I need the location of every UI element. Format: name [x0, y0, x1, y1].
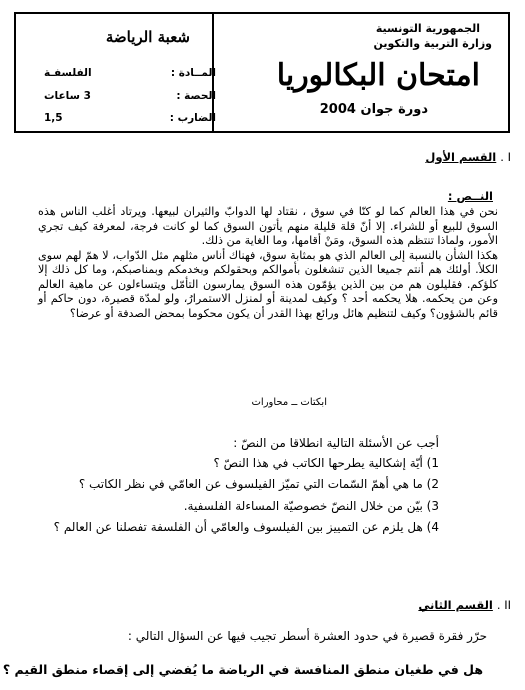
text-paragraph-2: هكذا الشأن بالنسبة إلى العالم الذي هو بمثابة سوق، فهناك أناس مثلهم مثل الدّواب، لا همّ لهم سوى الكلأ. أولئك هم أنتم جميعا الذين تنشغلون بأموالكم وبحقولكم وبخدمكم وبمناصبكم، وما كل ذلك إلا كلؤكم. فقليلون هم من بين الذين يؤمّون هذه السوق يمارسون التأمّل ويتساءلون عن ماهية العالم وعن من يحكمه. هلا يحكمه أحد ؟ وكيف لمدينة أو لمنزل الاستمرارُ، ولو لمدّة قصيرة، دون حاكم أو قائم بالشؤون؟ وكيف لتنظيم هائل ورائع بهذا القدر أن يكون محكوما بمحض الصدفة أو عرضا؟ — [38, 248, 498, 320]
section-1-number: I . — [500, 150, 511, 164]
exam-session: دورة جوان 2004 — [319, 102, 428, 117]
essay-question: هل في طغيان منطق المنافسة في الرياضة ما يُفضي إلى إقصاء منطق القيم ؟ — [2, 662, 483, 677]
text-label: النــص : — [447, 189, 493, 203]
source-text — [38, 205, 498, 321]
question-1: 1) أيّة إشكالية يطرحها الكاتب في هذا النصّ ؟ — [213, 456, 439, 470]
section-2-title — [418, 598, 511, 612]
exam-header — [14, 12, 510, 133]
question-2: 2) ما هي أهمّ السّمات التي تميّز الفيلسوف عن العامّي في نظر الكاتب ؟ — [78, 477, 439, 491]
coefficient-label: الضارب : — [169, 112, 216, 124]
text-author: ابكتات ــ محاورات — [251, 397, 327, 408]
section-1-label: القسم الأول — [425, 150, 497, 164]
essay-instruction: حرّر فقرة قصيرة في حدود العشرة أسطر تجيب فيها عن السؤال التالي : — [127, 629, 487, 643]
duration-value: 3 ساعات — [44, 90, 91, 102]
question-4: 4) هل يلزم عن التمييز بين الفيلسوف والعامّي أن الفلسفة تفصلنا عن العالم ؟ — [53, 520, 439, 534]
coefficient-value: 1,5 — [44, 112, 63, 124]
subject-value: الفلسفـة — [44, 67, 92, 79]
section-2-label: القسم الثاني — [418, 598, 493, 612]
section-1-title — [425, 150, 511, 164]
questions-intro: أجب عن الأسئلة التالية انطلاقا من النصّ : — [233, 436, 439, 450]
duration-label: الحصة : — [176, 90, 216, 102]
exam-title: امتحان البكالوريا — [276, 58, 480, 93]
text-paragraph-1: نحن في هذا العالم كما لو كنّا في سوق ، نقتاد لها الدوابّ والثيران لبيعها. ويرتاد أغلب الناس هذه السوق للبيع أو للشراء. إلا أنّ قلة قليلة منهم يأتون السوق كما لو كانت فرجة، لمعرفة كيف تجري الأمور، ولماذا تنتظم هذه السوق، ومَنْ أقامها، وما الغاية من ذلك. — [38, 205, 498, 247]
subject-label: المــادة : — [170, 67, 216, 79]
section-2-number: II . — [496, 598, 511, 612]
question-3: 3) بيّن من خلال النصّ خصوصيّة المساءلة الفلسفية. — [183, 499, 439, 513]
ministry-name: وزارة التربية والتكوين — [373, 37, 492, 50]
republic-name: الجمهورية التونسية — [375, 22, 480, 35]
branch-name: شعبة الرياضة — [105, 28, 190, 46]
